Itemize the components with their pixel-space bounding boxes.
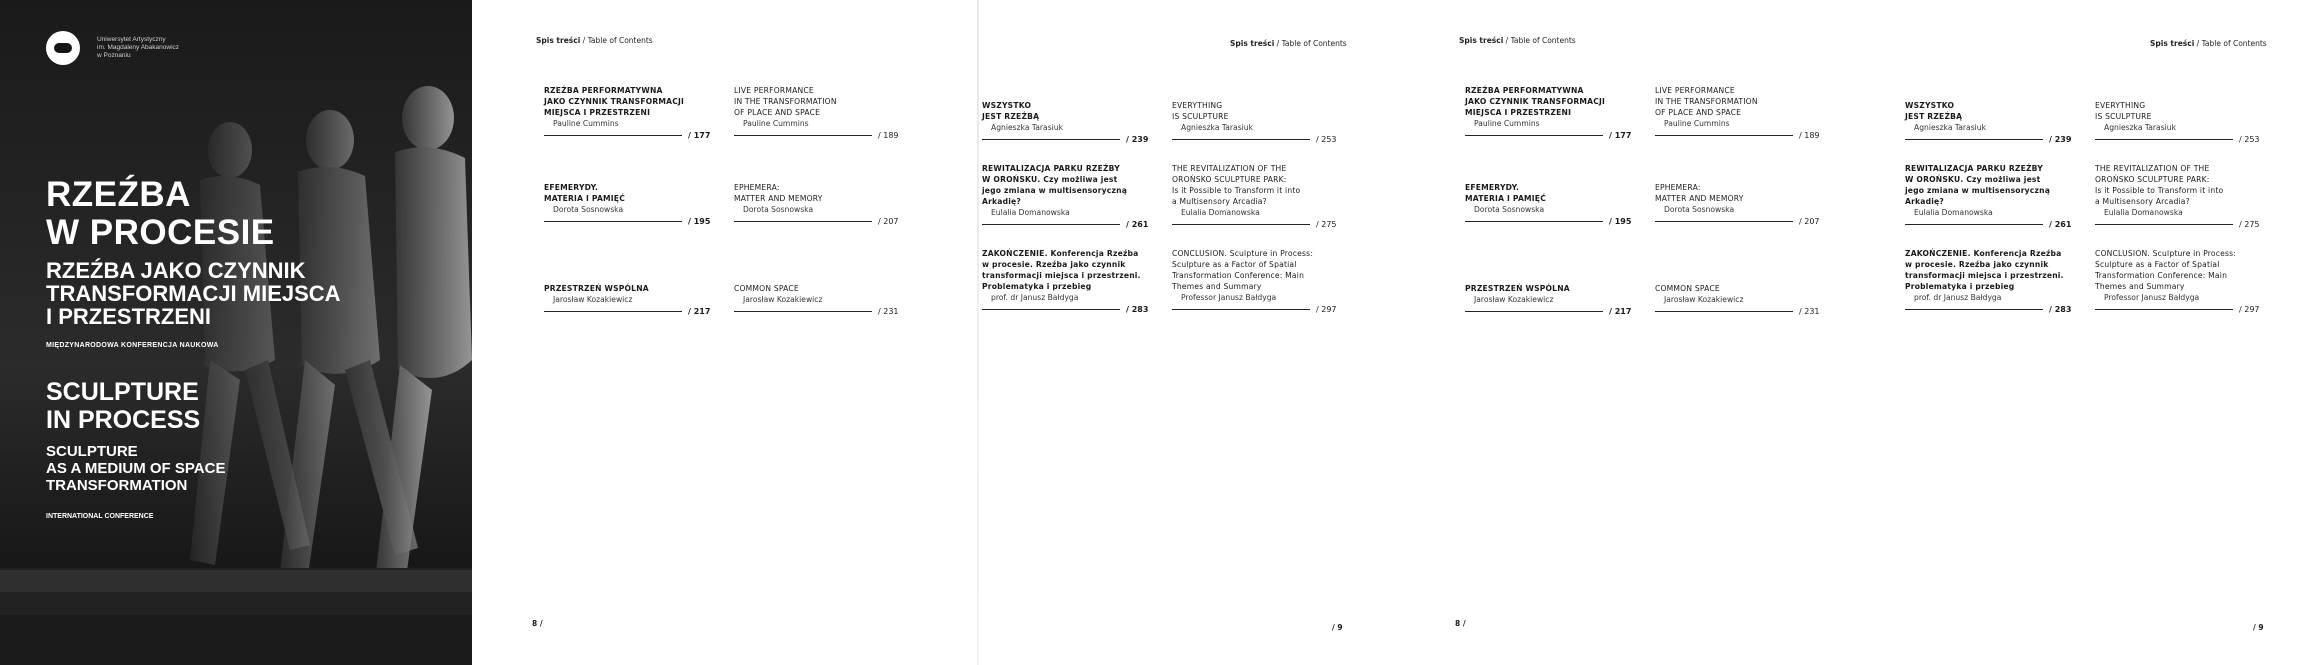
toc-entry-rule	[2095, 135, 2285, 145]
page-number-left: 8 /	[1455, 619, 1466, 628]
toc-entry[interactable]	[982, 248, 1172, 315]
toc-entry[interactable]	[734, 283, 924, 317]
toc-header-left	[1459, 36, 1576, 45]
toc-entry-page: / 261	[2049, 220, 2072, 229]
toc-entry-page: / 239	[1126, 135, 1149, 144]
leader-line	[1465, 311, 1603, 312]
leader-line	[1905, 309, 2043, 310]
toc-entry-page: / 253	[1316, 135, 1337, 144]
toc-entry[interactable]	[1905, 163, 2095, 230]
toc-entry-rule	[544, 131, 734, 141]
toc-entry-page: / 195	[688, 217, 711, 226]
toc-header-right	[1230, 39, 1347, 48]
toc-entry-title: a Multisensory Arcadia?	[2095, 197, 2190, 206]
toc-entry-page: / 275	[1316, 220, 1337, 229]
toc-entry-page: / 283	[1126, 305, 1149, 314]
toc-entry[interactable]	[1655, 85, 1845, 141]
toc-entry[interactable]	[2095, 163, 2285, 230]
toc-entry-author: Jarosław Kozakiewicz	[553, 295, 633, 304]
leader-line	[1655, 221, 1793, 222]
toc-entry-title: MATTER AND MEMORY	[734, 194, 823, 203]
toc-header-left	[536, 36, 653, 45]
leader-line	[1905, 139, 2043, 140]
toc-entry-title: LIVE PERFORMANCE	[1655, 86, 1735, 95]
walking-figure-photo	[0, 0, 472, 665]
leader-line	[544, 135, 682, 136]
toc-entry-rule	[1905, 135, 2095, 145]
toc-entry-author: Jarosław Kozakiewicz	[1664, 295, 1744, 304]
toc-entry-title: MATTER AND MEMORY	[1655, 194, 1744, 203]
toc-entry-page: / 231	[878, 307, 899, 316]
toc-entry-title: MIEJSCA I PRZESTRZENI	[1465, 108, 1572, 117]
toc-entry[interactable]	[1465, 85, 1655, 141]
toc-entry-author: Professor Janusz Bałdyga	[1181, 293, 1277, 302]
cover-title-line: SCULPTURE	[46, 378, 199, 406]
toc-header-pl: Spis treści	[536, 36, 581, 45]
toc-entry-author: Eulalia Domanowska	[1914, 208, 1993, 217]
leader-line	[544, 221, 682, 222]
toc-entry-title: a Multisensory Arcadia?	[1172, 197, 1267, 206]
toc-entry-title: Themes and Summary	[2095, 282, 2185, 291]
toc-header-right	[2150, 39, 2267, 48]
toc-entry[interactable]	[982, 100, 1172, 145]
university-line: w Poznaniu	[97, 52, 131, 59]
toc-entry[interactable]	[1465, 182, 1655, 227]
toc-entry-rule	[1655, 131, 1845, 141]
toc-entry-title: JEST RZEŹBĄ	[1905, 112, 1963, 121]
toc-entry-title: Transformation Conference: Main	[1172, 271, 1305, 280]
toc-entry-title: JAKO CZYNNIK TRANSFORMACJI	[1465, 97, 1606, 106]
toc-entry[interactable]	[1905, 100, 2095, 145]
toc-header-pl: Spis treści	[1230, 39, 1275, 48]
toc-entry-title: REWITALIZACJA PARKU RZEŹBY	[982, 164, 1120, 173]
toc-entry[interactable]	[1655, 182, 1845, 227]
toc-entry-title: transformacji miejsca i przestrzeni.	[982, 271, 1141, 280]
toc-entry-title: EFEMERYDY.	[1465, 183, 1520, 192]
page-number-right: / 9	[1332, 623, 1343, 632]
toc-entry-title: OF PLACE AND SPACE	[734, 108, 821, 117]
toc-entry[interactable]	[544, 85, 734, 141]
toc-entry-page: / 177	[688, 131, 711, 140]
toc-entry-title: JAKO CZYNNIK TRANSFORMACJI	[544, 97, 685, 106]
leader-line	[1465, 221, 1603, 222]
page-number-right: / 9	[2253, 623, 2264, 632]
toc-header-pl: Spis treści	[2150, 39, 2195, 48]
toc-entry-title: THE REVITALIZATION OF THE	[2095, 164, 2210, 173]
toc-entry-title: Themes and Summary	[1172, 282, 1262, 291]
toc-entry-rule	[1655, 217, 1845, 227]
toc-entry-page: / 177	[1609, 131, 1632, 140]
cover-subtitle-line: RZEŹBA JAKO CZYNNIK	[46, 258, 306, 283]
toc-entry-author: Jarosław Kozakiewicz	[743, 295, 823, 304]
leader-line	[1655, 135, 1793, 136]
university-line: Uniwersytet Artystyczny	[97, 36, 166, 43]
toc-entry-rule	[734, 217, 924, 227]
toc-entry-title: REWITALIZACJA PARKU RZEŹBY	[1905, 164, 2043, 173]
university-name	[97, 36, 179, 60]
toc-entry-title: IS SCULPTURE	[1172, 112, 1229, 121]
toc-entry-title: Transformation Conference: Main	[2095, 271, 2228, 280]
toc-entry-author: Eulalia Domanowska	[991, 208, 1070, 217]
toc-entry-author: Dorota Sosnowska	[553, 205, 624, 214]
toc-entry[interactable]	[734, 182, 924, 227]
toc-entry-title: W OROŃSKU. Czy możliwa jest	[982, 175, 1118, 184]
toc-entry-title: COMMON SPACE	[734, 284, 799, 293]
leader-line	[1172, 224, 1310, 225]
toc-entry-author: prof. dr Janusz Bałdyga	[1914, 293, 2002, 302]
toc-entry-rule	[734, 307, 924, 317]
toc-entry[interactable]	[2095, 248, 2285, 315]
toc-entry-page: / 275	[2239, 220, 2260, 229]
toc-entry-title: OF PLACE AND SPACE	[1655, 108, 1742, 117]
toc-entry-author: Pauline Cummins	[1474, 119, 1540, 128]
toc-entry[interactable]	[734, 85, 924, 141]
toc-entry-title: CONCLUSION. Sculpture in Process:	[2095, 249, 2237, 258]
toc-entry-rule	[1905, 305, 2095, 315]
leader-line	[734, 135, 872, 136]
university-line: im. Magdaleny Abakanowicz	[97, 44, 180, 51]
toc-entry-title: WSZYSTKO	[1905, 101, 1955, 110]
toc-entry-title: OROŃSKO SCULPTURE PARK:	[1172, 175, 1287, 184]
toc-entry-rule	[982, 305, 1172, 315]
toc-entry-rule	[1655, 307, 1845, 317]
toc-entry-author: Pauline Cummins	[553, 119, 619, 128]
toc-entry-title: Sculpture as a Factor of Spatial	[2095, 260, 2220, 269]
cover-subtitle-line: SCULPTURE	[46, 443, 138, 460]
toc-entry-page: / 217	[1609, 307, 1632, 316]
toc-entry-page: / 231	[1799, 307, 1820, 316]
toc-header-en: Table of Contents	[2201, 39, 2267, 48]
toc-entry-title: Arkadię?	[982, 197, 1021, 206]
toc-entry-page: / 239	[2049, 135, 2072, 144]
toc-header-en: Table of Contents	[587, 36, 653, 45]
toc-entry-title: Problematyka i przebieg	[982, 282, 1092, 291]
toc-entry-author: Dorota Sosnowska	[1664, 205, 1735, 214]
toc-entry-author: Agnieszka Tarasiuk	[2104, 123, 2176, 132]
cover-title-line: W PROCESIE	[46, 213, 275, 252]
toc-entry-rule	[1465, 217, 1655, 227]
toc-entry-title: Sculpture as a Factor of Spatial	[1172, 260, 1297, 269]
toc-entry-page: / 297	[2239, 305, 2260, 314]
toc-entry-rule	[982, 135, 1172, 145]
toc-entry-page: / 189	[1799, 131, 1820, 140]
toc-entry-title: w procesie. Rzeźba jako czynnik	[1905, 260, 2049, 269]
cover-subtitle-en	[46, 443, 225, 494]
toc-entry[interactable]	[544, 182, 734, 227]
toc-entry-author: Eulalia Domanowska	[2104, 208, 2183, 217]
cover-title-pl	[46, 176, 275, 252]
toc-header-en: Table of Contents	[1281, 39, 1347, 48]
toc-entry-title: IN THE TRANSFORMATION	[734, 97, 837, 106]
leader-line	[1172, 309, 1310, 310]
toc-entry-title: w procesie. Rzeźba jako czynnik	[982, 260, 1126, 269]
toc-entry-title: Is it Possible to Transform it into	[1172, 186, 1301, 195]
conference-label-en: INTERNATIONAL CONFERENCE	[46, 513, 154, 520]
toc-entry-title: EVERYTHING	[2095, 101, 2146, 110]
toc-entry[interactable]	[1655, 283, 1845, 317]
cover-title-line: RZEŹBA	[46, 175, 191, 214]
toc-entry-author: Agnieszka Tarasiuk	[991, 123, 1063, 132]
toc-entry-author: Agnieszka Tarasiuk	[1914, 123, 1986, 132]
toc-entry-author: prof. dr Janusz Bałdyga	[991, 293, 1079, 302]
leader-line	[734, 311, 872, 312]
toc-entry-page: / 283	[2049, 305, 2072, 314]
toc-entry-author: Pauline Cummins	[743, 119, 809, 128]
toc-entry-title: Arkadię?	[1905, 197, 1944, 206]
page-number-left: 8 /	[532, 619, 543, 628]
spine-shadow	[977, 0, 979, 665]
toc-header-en: Table of Contents	[1510, 36, 1576, 45]
toc-entry-title: LIVE PERFORMANCE	[734, 86, 814, 95]
toc-entry-title: EVERYTHING	[1172, 101, 1223, 110]
toc-entry-author: Eulalia Domanowska	[1181, 208, 1260, 217]
toc-entry-rule	[1465, 307, 1655, 317]
toc-entry-page: / 207	[1799, 217, 1820, 226]
toc-entry-title: MATERIA I PAMIĘĆ	[1465, 194, 1546, 203]
cover-subtitle-line: TRANSFORMATION	[46, 477, 188, 494]
cover-title-en	[46, 378, 200, 434]
leader-line	[734, 221, 872, 222]
toc-entry-title: IN THE TRANSFORMATION	[1655, 97, 1758, 106]
toc-entry-title: Is it Possible to Transform it into	[2095, 186, 2224, 195]
toc-entry-title: WSZYSTKO	[982, 101, 1032, 110]
cover-subtitle-pl	[46, 259, 341, 328]
toc-entry-rule	[1905, 220, 2095, 230]
leader-line	[2095, 139, 2233, 140]
leader-line	[2095, 224, 2233, 225]
toc-entry-title: EPHEMERA:	[734, 183, 780, 192]
toc-entry-title: RZEŹBA PERFORMATYWNA	[544, 86, 663, 95]
toc-entry[interactable]	[544, 283, 734, 317]
toc-entry-title: jego zmiana w multisensoryczną	[1905, 186, 2051, 195]
leader-line	[1905, 224, 2043, 225]
toc-entry-title: PRZESTRZEŃ WSPÓLNA	[544, 284, 649, 293]
toc-entry-title: ZAKOŃCZENIE. Konferencja Rzeźba	[982, 249, 1139, 258]
leader-line	[544, 311, 682, 312]
leader-line	[1465, 135, 1603, 136]
toc-entry-title: ZAKOŃCZENIE. Konferencja Rzeźba	[1905, 249, 2062, 258]
toc-entry-title: EFEMERYDY.	[544, 183, 599, 192]
toc-entry-rule	[1172, 220, 1362, 230]
leader-line	[1655, 311, 1793, 312]
toc-entry-title: MIEJSCA I PRZESTRZENI	[544, 108, 651, 117]
cover-subtitle-line: TRANSFORMACJI MIEJSCA	[46, 281, 341, 306]
toc-entry-rule	[1172, 135, 1362, 145]
toc-entry-page: / 253	[2239, 135, 2260, 144]
toc-entry-author: Jarosław Kozakiewicz	[1474, 295, 1554, 304]
toc-entry[interactable]	[982, 163, 1172, 230]
toc-header-pl: Spis treści	[1459, 36, 1504, 45]
cover-title-line: IN PROCESS	[46, 406, 201, 434]
leader-line	[982, 224, 1120, 225]
toc-entry-title: PRZESTRZEŃ WSPÓLNA	[1465, 284, 1570, 293]
toc-entry-title: CONCLUSION. Sculpture in Process:	[1172, 249, 1314, 258]
toc-entry-rule	[1172, 305, 1362, 315]
cover-subtitle-line: AS A MEDIUM OF SPACE	[46, 460, 226, 477]
toc-header-sep: /	[1503, 36, 1511, 45]
toc-entry-title: IS SCULPTURE	[2095, 112, 2152, 121]
toc-entry-title: jego zmiana w multisensoryczną	[982, 186, 1128, 195]
toc-entry-title: COMMON SPACE	[1655, 284, 1720, 293]
toc-entry-page: / 261	[1126, 220, 1149, 229]
toc-entry-rule	[734, 131, 924, 141]
toc-entry-title: THE REVITALIZATION OF THE	[1172, 164, 1287, 173]
toc-header-sep: /	[1274, 39, 1282, 48]
leader-line	[982, 309, 1120, 310]
toc-entry-title: W OROŃSKU. Czy możliwa jest	[1905, 175, 2041, 184]
leader-line	[982, 139, 1120, 140]
book-cover	[0, 0, 472, 665]
toc-entry-rule	[2095, 220, 2285, 230]
toc-header-sep: /	[2194, 39, 2202, 48]
toc-entry[interactable]	[2095, 100, 2285, 145]
leader-line	[1172, 139, 1310, 140]
conference-label-pl: MIĘDZYNARODOWA KONFERENCJA NAUKOWA	[46, 342, 219, 349]
toc-entry-rule	[982, 220, 1172, 230]
toc-entry-rule	[544, 217, 734, 227]
toc-entry-author: Dorota Sosnowska	[743, 205, 814, 214]
toc-entry-rule	[2095, 305, 2285, 315]
cover-subtitle-line: I PRZESTRZENI	[46, 304, 212, 329]
university-logo	[46, 31, 80, 65]
toc-header-sep: /	[580, 36, 588, 45]
toc-entry[interactable]	[1172, 100, 1362, 145]
toc-entry-title: Problematyka i przebieg	[1905, 282, 2015, 291]
toc-entry[interactable]	[1905, 248, 2095, 315]
toc-entry-rule	[544, 307, 734, 317]
toc-entry-page: / 195	[1609, 217, 1632, 226]
toc-entry-title: transformacji miejsca i przestrzeni.	[1905, 271, 2064, 280]
toc-entry-author: Professor Janusz Bałdyga	[2104, 293, 2200, 302]
toc-spread-2	[1425, 0, 2297, 665]
toc-entry-page: / 207	[878, 217, 899, 226]
toc-entry-rule	[1465, 131, 1655, 141]
toc-entry-author: Dorota Sosnowska	[1474, 205, 1545, 214]
leader-line	[2095, 309, 2233, 310]
toc-entry[interactable]	[1172, 163, 1362, 230]
toc-entry-title: JEST RZEŹBĄ	[982, 112, 1040, 121]
toc-entry-page: / 217	[688, 307, 711, 316]
toc-entry-page: / 297	[1316, 305, 1337, 314]
toc-entry-title: RZEŹBA PERFORMATYWNA	[1465, 86, 1584, 95]
toc-entry-title: EPHEMERA:	[1655, 183, 1701, 192]
toc-entry-page: / 189	[878, 131, 899, 140]
toc-entry-author: Pauline Cummins	[1664, 119, 1730, 128]
toc-entry[interactable]	[1465, 283, 1655, 317]
toc-entry-title: OROŃSKO SCULPTURE PARK:	[2095, 175, 2210, 184]
toc-entry-author: Agnieszka Tarasiuk	[1181, 123, 1253, 132]
toc-entry[interactable]	[1172, 248, 1362, 315]
toc-entry-title: MATERIA I PAMIĘĆ	[544, 194, 625, 203]
